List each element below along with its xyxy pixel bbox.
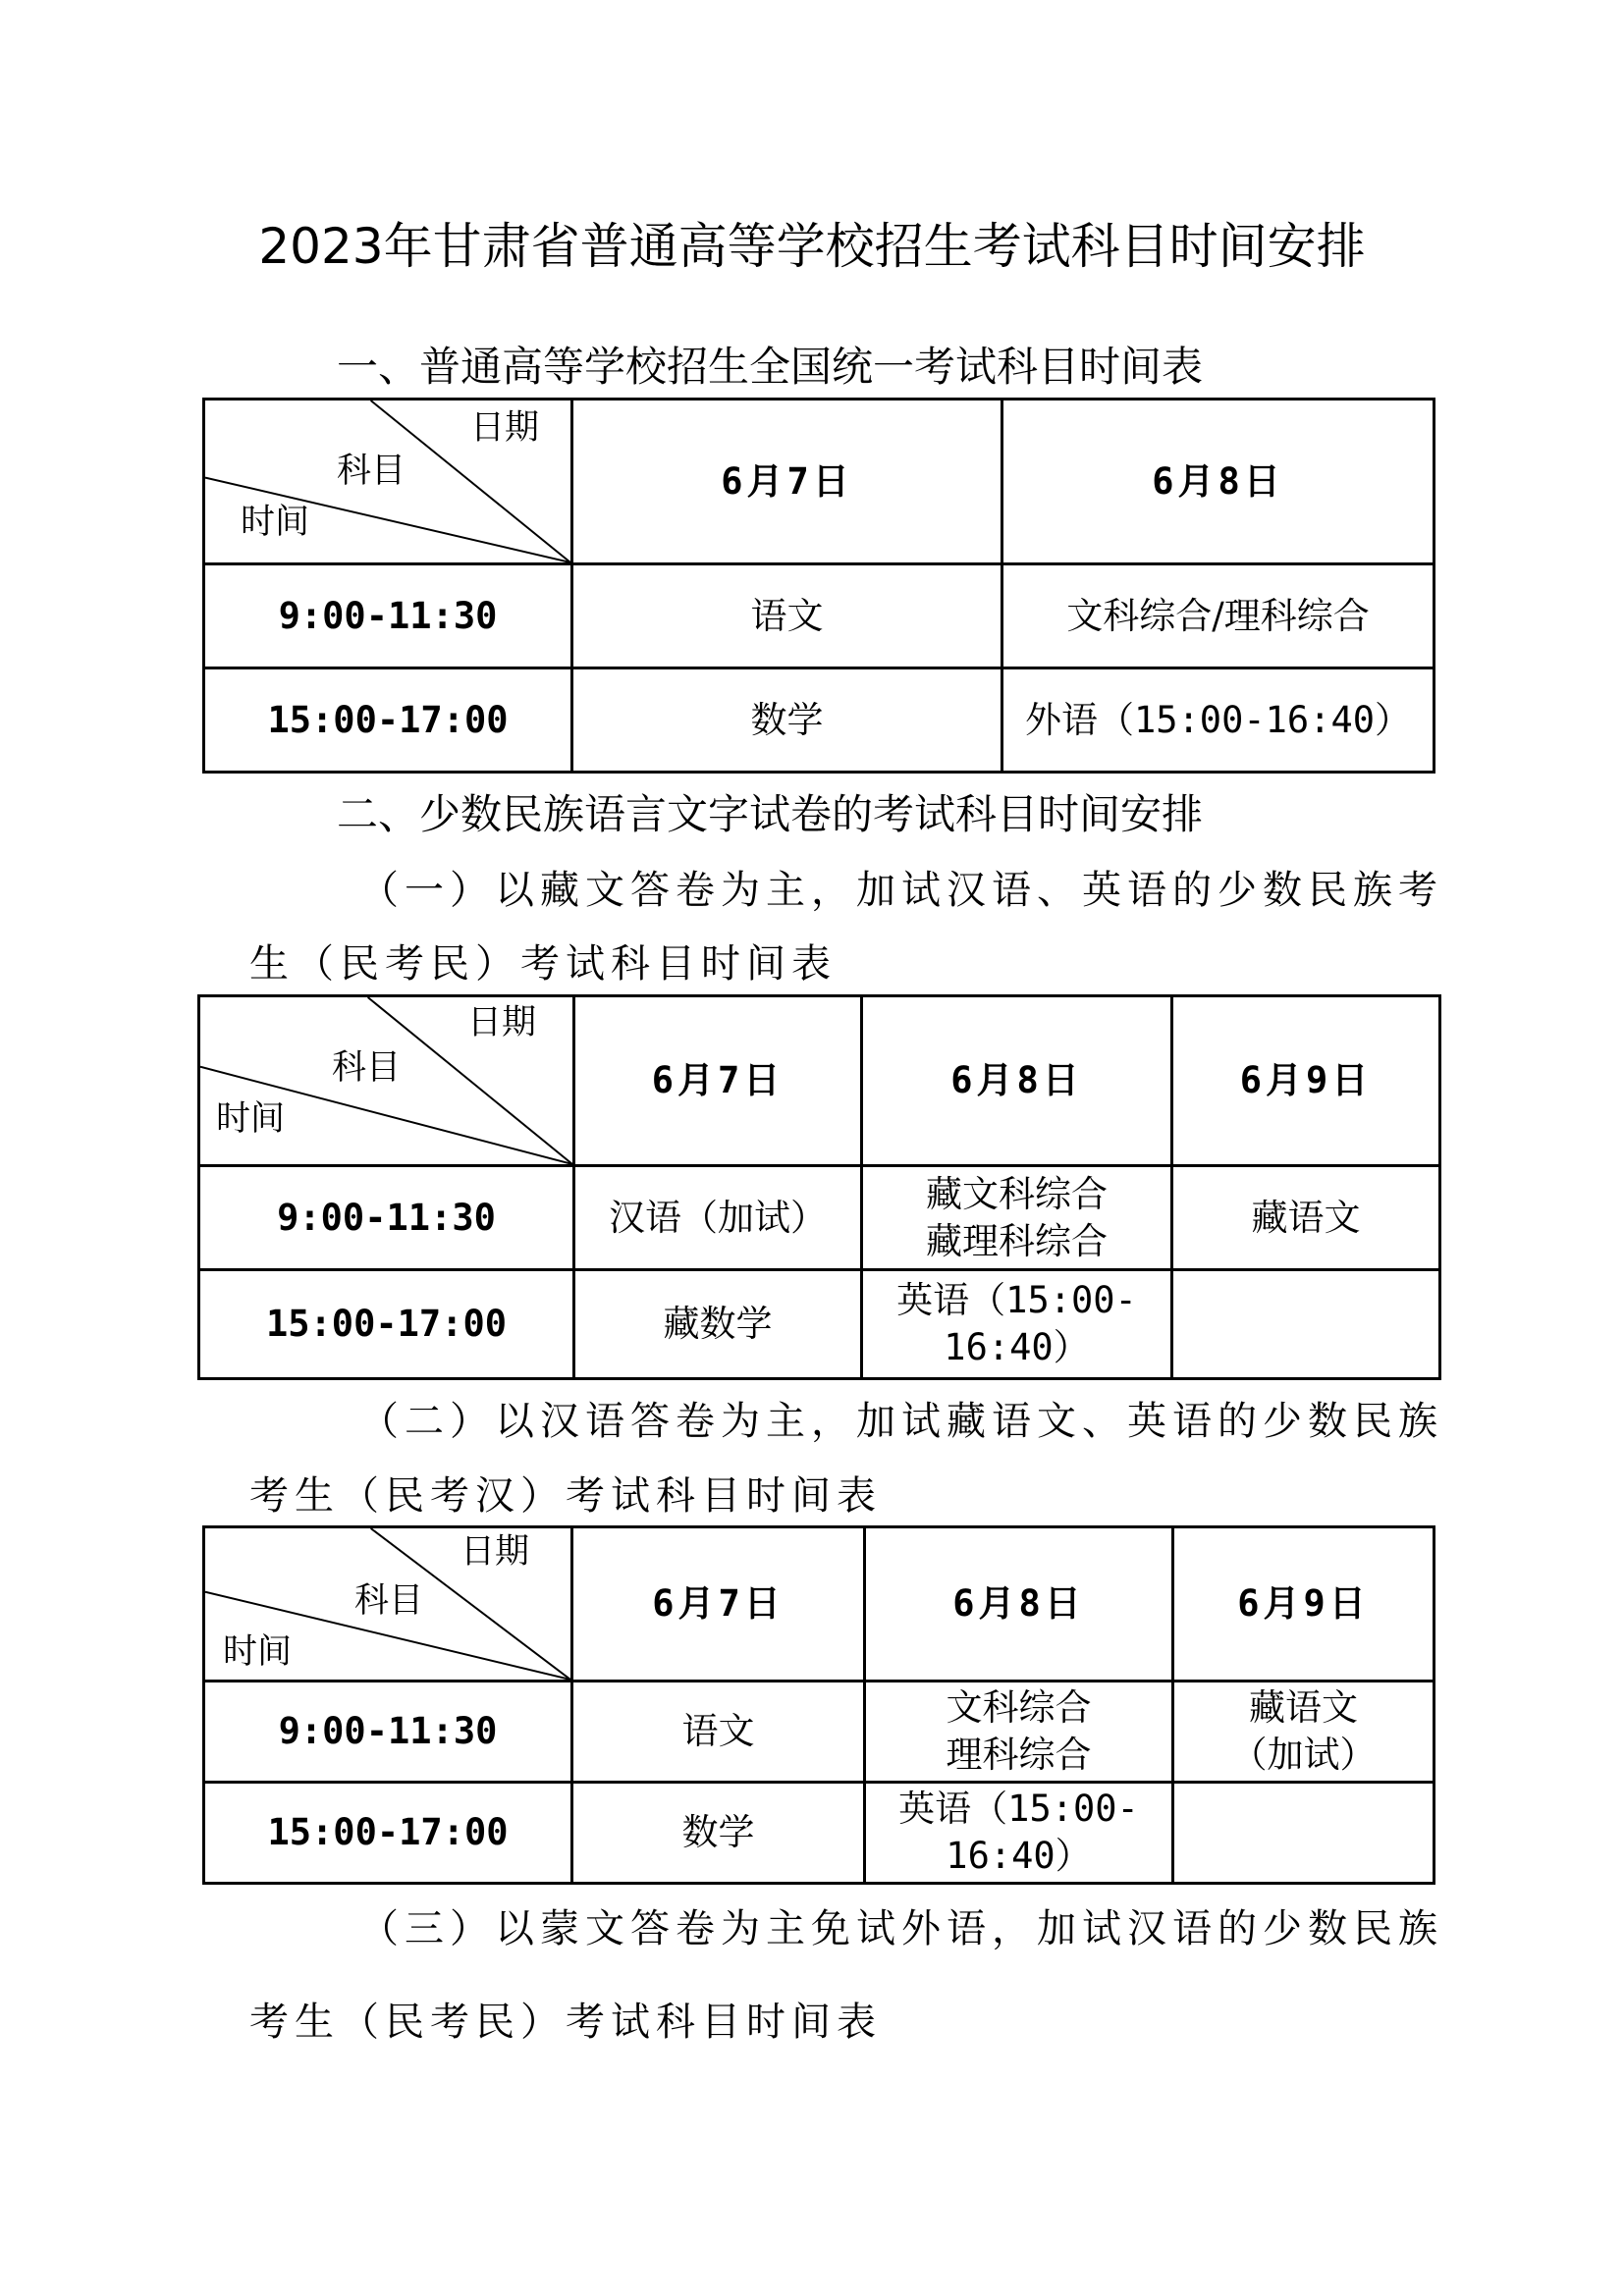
subject-cell: 数学 — [572, 1783, 865, 1884]
time-slot: 15:00-17:00 — [204, 1783, 572, 1884]
corner-date-label: 日期 — [470, 408, 540, 448]
corner-time-label: 时间 — [223, 1632, 293, 1672]
subject-cell — [862, 1270, 1172, 1379]
subject-line: 16:40） — [946, 1835, 1092, 1877]
subject-cell: 外语（15:00-16:40） — [1002, 668, 1435, 773]
table2-corner-header — [199, 996, 574, 1166]
corner-time-label: 时间 — [241, 503, 310, 542]
table-row — [204, 564, 1435, 668]
subject-cell — [865, 1682, 1173, 1783]
section1-heading: 一、普通高等学校招生全国统一考试科目时间表 — [337, 343, 1204, 391]
table3-corner-header — [204, 1527, 572, 1682]
schedule-table-3 — [202, 1525, 1435, 1885]
corner-subject-label: 科目 — [337, 452, 406, 491]
corner-date-label: 日期 — [460, 1532, 530, 1572]
table1-date-header: 6月8日 — [1002, 400, 1435, 564]
subject-cell: 藏语文 — [1172, 1166, 1440, 1270]
sub3-description-line2: 考生（民考民）考试科目时间表 — [249, 2000, 882, 2045]
subject-cell — [1173, 1682, 1435, 1783]
sub2-description-line1: （二）以汉语答卷为主，加试藏语文、英语的少数民族 — [359, 1399, 1443, 1444]
subject-cell: 数学 — [572, 668, 1002, 773]
time-slot: 15:00-17:00 — [199, 1270, 574, 1379]
subject-cell — [865, 1783, 1173, 1884]
sub3-description-line1: （三）以蒙文答卷为主免试外语，加试汉语的少数民族 — [359, 1906, 1443, 1951]
corner-time-label: 时间 — [216, 1099, 286, 1139]
table-row — [199, 1166, 1440, 1270]
section2-heading: 二、少数民族语言文字试卷的考试科目时间安排 — [337, 790, 1204, 838]
table-row — [204, 1783, 1435, 1884]
subject-line: （加试） — [1230, 1734, 1377, 1776]
sub2-description-line2: 考生（民考汉）考试科目时间表 — [249, 1473, 882, 1519]
table3-date-header: 6月8日 — [865, 1527, 1173, 1682]
corner-date-label: 日期 — [467, 1003, 537, 1042]
subject-line: 藏语文 — [1249, 1686, 1358, 1729]
time-slot: 9:00-11:30 — [204, 1682, 572, 1783]
table1-date-header: 6月7日 — [572, 400, 1002, 564]
schedule-table-1 — [202, 398, 1435, 774]
subject-line: 英语（15:00- — [898, 1788, 1139, 1830]
subject-line: 理科综合 — [946, 1734, 1092, 1776]
subject-line: 16:40） — [944, 1326, 1090, 1368]
table3-date-header: 6月7日 — [572, 1527, 865, 1682]
subject-line: 文科综合 — [946, 1686, 1092, 1729]
subject-line: 藏理科综合 — [926, 1219, 1108, 1262]
sub1-description-line1: （一）以藏文答卷为主，加试汉语、英语的少数民族考 — [359, 868, 1443, 913]
subject-cell — [1173, 1783, 1435, 1884]
table2-date-header: 6月8日 — [862, 996, 1172, 1166]
time-slot: 9:00-11:30 — [204, 564, 572, 668]
table1-corner-header — [204, 400, 572, 564]
table-row — [204, 668, 1435, 773]
schedule-table-2 — [197, 994, 1441, 1380]
table3-date-header: 6月9日 — [1173, 1527, 1435, 1682]
subject-cell — [862, 1166, 1172, 1270]
subject-cell: 语文 — [572, 564, 1002, 668]
subject-line: 英语（15:00- — [896, 1279, 1137, 1321]
table-row — [204, 1682, 1435, 1783]
subject-cell: 汉语（加试） — [574, 1166, 862, 1270]
time-slot: 9:00-11:30 — [199, 1166, 574, 1270]
subject-cell: 语文 — [572, 1682, 865, 1783]
time-slot: 15:00-17:00 — [204, 668, 572, 773]
subject-cell — [1172, 1270, 1440, 1379]
page-title: 2023年甘肃省普通高等学校招生考试科目时间安排 — [258, 218, 1366, 275]
corner-subject-label: 科目 — [354, 1581, 424, 1621]
table2-date-header: 6月9日 — [1172, 996, 1440, 1166]
subject-cell: 藏数学 — [574, 1270, 862, 1379]
subject-line: 藏文科综合 — [926, 1172, 1108, 1215]
corner-subject-label: 科目 — [332, 1048, 402, 1088]
table-row — [199, 1270, 1440, 1379]
table2-date-header: 6月7日 — [574, 996, 862, 1166]
sub1-description-line2: 生（民考民）考试科目时间表 — [249, 941, 837, 987]
subject-cell: 文科综合/理科综合 — [1002, 564, 1435, 668]
